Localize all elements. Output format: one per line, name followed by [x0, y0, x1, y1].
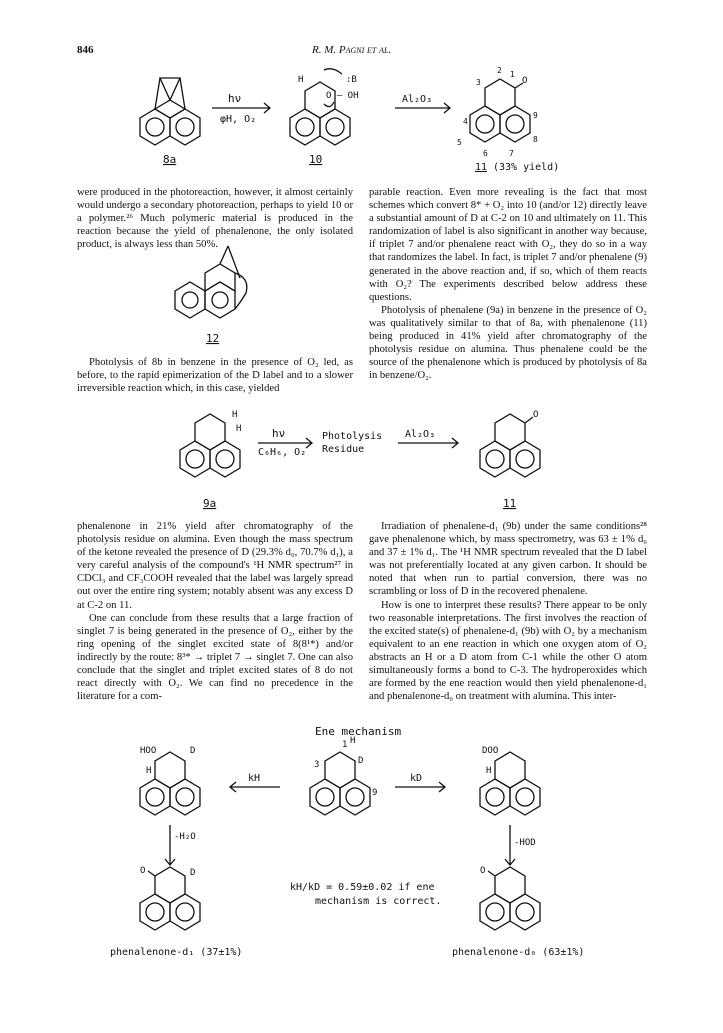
hydroperoxide-d [140, 746, 200, 815]
svg-text:4: 4 [463, 117, 468, 126]
cond2: Al₂O₃ [402, 94, 433, 105]
label-11: 11 [475, 162, 488, 173]
scheme-1 [120, 60, 580, 180]
col2-mid: Irradiation of phenalene-d₁ (9b) under the same conditions²⁸ gave phenalenone which, by mass spectrometry, was 63 ± 1% d₀ and 37 ± 1% d₁. The ¹H NMR spectrum revealed that the D label was not preferentially located at any given carbon. It should be noted that when run to partial conversion, there was no scrambling or loss of D in the recovered phenalene. How is one to interpret these results? There appear to be only two reasonable interpretations. The first involves the reaction of the excited state(s) of phenalene-d₁ (9b) with O₂ by a mechanism equivalent to an ene reaction in which one oxygen atom of O₂ abstracts an H or a D atom from C-1 while the other O atom simultaneously forms a bond to C-3. The hydroperoxides which are formed by the ene reaction would then yield phenalenone-d₁ and phenalenone-d₀ on treatment with alumina. This inter- [369, 521, 647, 703]
label-12: 12 [206, 332, 220, 345]
product-d1: phenalenone-d₁ (37±1%) [110, 947, 243, 958]
col1-top: were produced in the photoreaction, however, it almost certainly would undergo a secondary photoreaction, perhaps to yield 10 or a polymer.²⁶ Much polymeric material is produced in the reaction because the yield of phenalenone, the only isolated product, is always less than 50%. [77, 187, 353, 251]
cond1-top: hν [228, 92, 242, 105]
phenalenone-d0 [452, 866, 584, 958]
page-number: 846 [77, 44, 94, 56]
phenalenone-d1 [110, 866, 242, 958]
svg-text:D: D [358, 756, 364, 766]
hydroperoxide-h [480, 746, 540, 815]
svg-text:O: O [140, 866, 146, 876]
svg-text:-HOD: -HOD [514, 838, 536, 848]
top-h: H [298, 75, 304, 85]
structure-10 [290, 69, 359, 166]
svg-text:D: D [190, 746, 196, 756]
svg-text:3: 3 [314, 760, 320, 770]
phenalene-center [310, 736, 377, 815]
running-title: R. M. Pagni et al. [312, 44, 392, 56]
photolysis-residue: Photolysis [322, 431, 383, 442]
svg-text:6: 6 [483, 149, 488, 158]
label-10: 10 [309, 153, 323, 166]
svg-text:O: O [480, 866, 486, 876]
label-9a: 9a [203, 497, 217, 510]
svg-text:HOO: HOO [140, 746, 157, 756]
svg-text:H: H [232, 410, 238, 420]
svg-text:C₆H₆, O₂: C₆H₆, O₂ [258, 447, 307, 458]
svg-text:Al₂O₃: Al₂O₃ [405, 429, 436, 440]
col1-mid: phenalenone in 21% yield after chromatography of the photolysis residue on alumina. Even though the mass spectrum of the ketone revealed the presence of D (29.3% d₀, 70.7% d₁), a very careful analysis of the compound's ¹H NMR spectrum²⁷ in CDCl₃ and CF₃COOH revealed that the label was largely spread out over the entire ring system; notably absent was any excess D at C-2 on 11. One can conclude from these results that a large fraction of singlet 7 is being generated in the presence of O₂, either by the ring opening of the singlet excited state of 8(8¹*) and/or indirectly by the route: 8³* → triplet 7 → singlet 7. One can also conclude that the singlet and triplet excited states of 8 do not react directly with O₂. We can find no precedence in the literature for a com- [77, 521, 353, 703]
svg-text:H: H [486, 766, 492, 776]
svg-text:1: 1 [342, 740, 348, 750]
svg-text:2: 2 [497, 66, 502, 75]
ene-title: Ene mechanism [315, 725, 402, 738]
label-8a: 8a [163, 153, 177, 166]
svg-text:-H₂O: -H₂O [174, 832, 196, 842]
product-d0: phenalenone-d₀ (63±1%) [452, 947, 585, 958]
svg-text:H: H [236, 424, 242, 434]
yield: (33% yield) [493, 162, 560, 173]
svg-text:5: 5 [457, 138, 462, 147]
svg-text:kD: kD [410, 773, 423, 784]
svg-text:kH: kH [248, 773, 261, 784]
svg-text:mechanism is correct.: mechanism is correct. [315, 896, 442, 907]
svg-text:9: 9 [533, 111, 538, 120]
structure-12 [160, 238, 280, 348]
structure-9a [180, 410, 241, 510]
o-oh: O — OH [326, 91, 359, 101]
scheme-3 [110, 725, 630, 975]
svg-text:O: O [533, 410, 539, 420]
svg-text:H: H [350, 736, 356, 746]
svg-text:8: 8 [533, 135, 538, 144]
label-11b: 11 [503, 497, 517, 510]
svg-text:3: 3 [476, 78, 481, 87]
col1-bottom: Photolysis of 8b in benzene in the presence of O₂ led, as before, to the rapid epimerization of the D label and to a slower irreversible reaction which, in this case, yielded [77, 357, 353, 395]
kh-kd-ratio: kH/kD = 0.59±0.02 if ene [290, 882, 435, 893]
top-b: :B [346, 75, 357, 85]
svg-text:Residue: Residue [322, 444, 365, 455]
col2-top: parable reaction. Even more revealing is the fact that most schemes which convert 8* + O₂ into 10 (and/or 12) directly leave a substantial amount of D at C-2 on 10 and ultimately on 11. This randomization of label is also significant in another way because, if triplet 7 and/or phenalene react with O₂, they do so in a way that randomizes the label. In fact, is triplet 7 and/or phenalene (9) generated in the above reaction and, if so, which of them reacts with O₂? The experiments described below address these questions. Photolysis of phenalene (9a) in benzene in the presence of O₂ was qualitatively similar to that of 8a, with phenalenone (11) being produced in 41% yield after chromatography of the photolysis residue on alumina. Thus phenalene could be the source of the phenalenone which is produced by photolysis of 8a in benzene/O₂. [369, 187, 647, 382]
svg-text:9: 9 [372, 788, 378, 798]
svg-text:D: D [190, 868, 196, 878]
svg-text:DOO: DOO [482, 746, 499, 756]
structure-8a [140, 78, 200, 166]
structure-11 [457, 66, 559, 173]
oxy-11: O [522, 76, 528, 86]
cond1-bot: φH, O₂ [220, 114, 257, 125]
svg-text:hν: hν [272, 427, 286, 440]
scheme-2 [170, 405, 630, 515]
svg-text:7: 7 [509, 149, 514, 158]
svg-text:1: 1 [510, 70, 515, 79]
structure-11b [480, 410, 540, 510]
svg-text:H: H [146, 766, 152, 776]
